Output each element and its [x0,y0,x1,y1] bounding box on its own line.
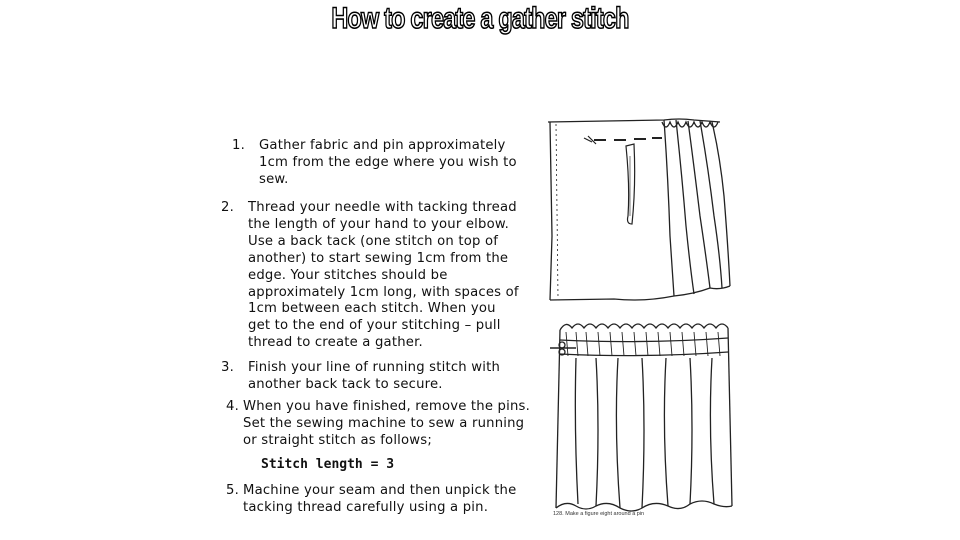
step-text: Gather fabric and pin approximately 1cm from the edge where you wish to sew. [259,138,517,187]
pinned-fabric-illustration [544,116,736,304]
step-number: 4. [226,399,239,414]
figure-caption: 128. Make a figure eight around a pin [553,511,645,517]
step-text: When you have finished, remove the pins. Set the sewing machine to sew a running or straight stitch as follows; [243,399,531,448]
step-number: 1. [232,138,245,153]
step-number: 5. [226,483,239,498]
step-text: Finish your line of running stitch with another back tack to secure. [248,360,501,392]
step-text: Thread your needle with tacking thread the length of your hand to your elbow. Use a back tack (one stitch on top of another) to start sewing 1cm from the edge. Your stitches should be approximately 1cm long, with spaces of 1cm between each stitch. When you get to the end of your stitching – pull thread to create a gather. [248,200,519,351]
step-number: 3. [221,360,234,375]
step-text: Machine your seam and then unpick the tacking thread carefully using a pin. [243,483,517,515]
step-number: 2. [221,200,234,215]
page-title: How to create a gather stitch [331,2,629,35]
gathered-curtain-illustration [546,318,736,524]
stitch-length-setting: Stitch length = 3 [261,457,395,472]
